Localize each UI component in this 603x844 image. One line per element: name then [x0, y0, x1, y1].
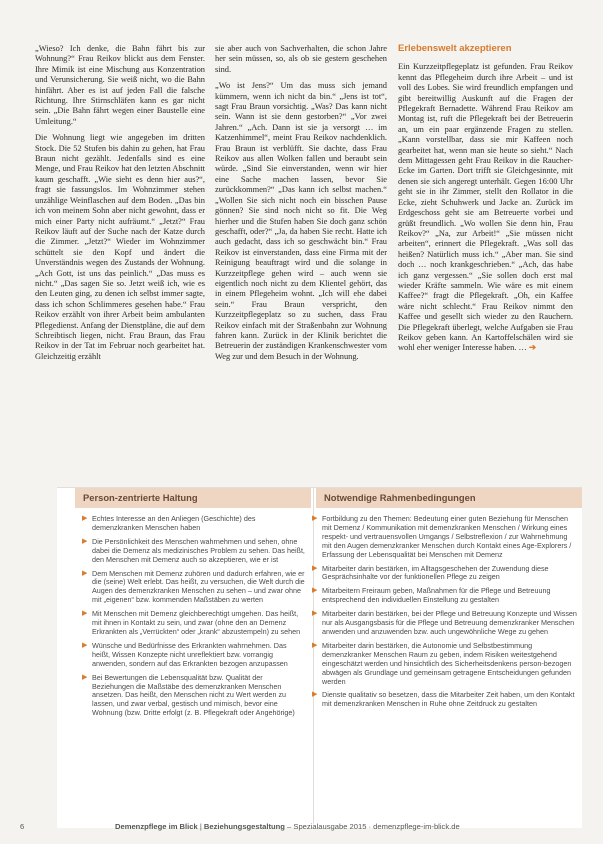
list-item-text: Dienste qualitativ so besetzen, dass die Mitarbeiter Zeit haben, um den Kontakt mit demenzkranken Menschen in Ruhe ohne Zeitdruck zu gestalten: [322, 690, 575, 709]
paragraph: [398, 62, 573, 353]
bullet-arrow-icon: ▶: [82, 610, 88, 618]
list-item: [82, 570, 305, 606]
paragraph-text: Ein Kurzzeitpflegeplatz ist gefunden. Frau Reikov kennt das Pflegeheim durch ihre Arbeit – und ist voll des Lobes. Sie wird freundlich empfangen und gibt bereitwillig Auskunft auf die Fragen der Pflegekraft Bernadette. Während Frau Reikov am Montag ist, ruft die Pflegekraft bei der Betreuerin an, um ein paar ergänzende Fragen zu stellen. „Kann vorstellbar, dass sie mir Kaffeen noch gearbeitet hat, wenn man sie heute so sieht.“ Nach dem Mittagessen geht Frau Reikov in die Raucher-Ecke im Garten. Dort trifft sie Gleichgesinnte, mit denen sie sich angeregt unterhält. Gegen 16:00 Uhr geht sie in ihr Zimmer, stellt den Rollator in die Ecke, zieht Schuhwerk und Jacke an. Zurück im Erdgeschoss geht sie am Betreuerte vorbei und grüßt freundlich. „Wo wollen Sie denn hin, Frau Reikov?“ „Na, zur Arbeit!“ „Sie müssen nicht arbeiten“, erinnert die Pflegekraft. „Was soll das heißen? Natürlich muss ich.“ „Aber man. Sie sind doch … noch krankgeschrieben.“ „Ach, das habe ich ganz vergessen.“ „Sie sollen doch erst mal wieder Kräfte sammeln. Wie wäre es mit einem Kaffee?“ fragt die Pflegekraft. „Oh, ein Kaffee wäre nicht schlecht.“ Frau Reikov nimmt den Kaffee und gesellt sich wieder zu den Rauchern. Die Pflegekraft überlegt, welche Aufgaben sie Frau Reikov geben kann. An Kartoffelschälen wird sie wohl eher weniger Interesse haben. …: [398, 62, 573, 353]
bullet-arrow-icon: ▶: [312, 515, 318, 522]
list-item: [312, 691, 577, 709]
list-item: [82, 538, 305, 565]
list-item: [82, 515, 305, 533]
bullet-arrow-icon: ▶: [312, 610, 318, 618]
list-item-text: Mitarbeitern Freiraum geben, Maßnahmen für die Pflege und Betreuung entsprechend den individuellen Einstellung zu gestalten: [322, 586, 551, 605]
text-column-1: [35, 44, 205, 368]
paragraph: „Wo ist Jens?“ Um das muss sich jemand kümmern, wenn ich nicht da bin.“ „Jens ist tot“, sagt Frau Braun vorsichtig. „Was? Das kann nicht sein. Wann ist sie denn gestorben?“ „Vor zwei Jahren.“ „Ach. Dann ist sie ja versorgt … im Katzenhimmel“, meint Frau Reikov nachdenklich. Frau Braun ist verblüfft. Sie dachte, dass Frau Reikov aus allen Wolken fallen und beraubt sein würde. „Sind Sie einverstanden, wenn wir hier eine Sache machen lassen, bevor Sie zurückkommen?“ „Das kann ich selbst machen.“ „Wollen Sie sich nicht noch ein bisschen Pause gönnen? Sie sind noch nicht so fit. Die Weg hierher und die Stufen haben Sie doch ganz schön geschafft, oder?“ „Ja, da haben Sie recht. Hatte ich auch gedacht, dass ich so geschwächt bin.“ Frau Reikov ist einverstanden, dass eine Firma mit der Reinigung beauftragt wird und die solange in Kurzzeitpflege gehen wird – auch wenn sie eigentlich noch nicht zu dem Klientel gehört, das in einem Pflegeheim wohnt. „Ich will ehe dabei sein.“ Frau Braun verspricht, den Kurzzeitpflegeplatz so zu suchen, dass Frau Reikov einfach mit der Straßenbahn zur Wohnung fahren kann. Zurück in der Klinik berichtet die Betreuerin der zuständigen Krankenschwester vom Weg zur und dem Besuch in der Wohnung.: [215, 81, 387, 361]
box-column-right: [312, 515, 577, 714]
list-item-text: Mitarbeiter darin bestärken, bei der Pflege und Betreuung Konzepte und Wissen nur als Ausgangsbasis für die Pflege und Betreuung demenzkranker Menschen anwenden und anzuwenden bzw. auch ungewöhnliche Wege zu gehen: [322, 609, 577, 636]
bullet-arrow-icon: ▶: [312, 691, 318, 699]
bullet-arrow-icon: ▶: [82, 537, 88, 545]
bullet-arrow-icon: ▶: [312, 641, 318, 649]
box-heading-right: Notwendige Rahmenbedingungen: [316, 488, 582, 508]
list-item-text: Echtes Interesse an den Anliegen (Geschichte) des demenzkranken Menschen haben: [92, 514, 256, 532]
bullet-arrow-icon: ▶: [312, 564, 318, 572]
page-number: 6: [20, 822, 25, 831]
list-item-text: Fortbildung zu den Themen: Bedeutung einer guten Beziehung für Menschen mit Demenz / Kommunikation mit demenzkranken Menschen / Wirkung eines respekt- und vertrauensvollen Umgangs / Selbstreflexion / zur Wahrnehmung mit den Augen demenzkranker Menschen durch Kontakt eines Age-Explorers / Erfassung der Lebensqualität bei Menschen mit Demenz: [322, 514, 572, 559]
info-box: [57, 487, 582, 828]
bullet-arrow-icon: ▶: [82, 641, 88, 649]
list-item: [312, 610, 577, 637]
list-item: [312, 515, 577, 560]
list-item-text: Dem Menschen mit Demenz zuhören und dadurch erfahren, wie er die (seine) Welt erlebt. Das heißt, zu versuchen, die Welt durch die Augen des demenzkranken Menschen zu sehen – und zwar ohne mit „eigenen“ bzw. kommenden Maßstäben zu werten: [92, 568, 305, 605]
box-column-left: [82, 515, 305, 723]
bullet-list: [312, 515, 577, 709]
list-item-text: Bei Bewertungen die Lebensqualität bzw. Qualität der Beziehungen die Maßstäbe des demenzkranken Menschen ansetzen. Das heißt, den Menschen nicht zu Wert werden zu lassen, und zwar verbal, gestisch und mimisch, bevor eine Wohnung (bzw. Dritte erfolgt (z. B. Pflegekraft oder Angehörige): [92, 672, 295, 718]
list-item: [312, 587, 577, 605]
list-item: [312, 565, 577, 583]
footer-separator: |: [197, 822, 204, 831]
section-heading: Erlebenswelt akzeptieren: [398, 43, 512, 54]
paragraph: sie aber auch von Sachverhalten, die schon Jahre her sein müssen, so, als ob sie gestern geschehen sind.: [215, 44, 387, 74]
list-item: [82, 674, 305, 719]
footer-text: [115, 822, 460, 831]
paragraph: Die Wohnung liegt wie angegeben im dritten Stock. Die 52 Stufen bis dahin zu gehen, hat Frau Braun nicht gezählt. Jedenfalls sind es eine Menge, und Frau Reikov hat den letzten Abschnitt kaum geschafft. „Wie sieht es denn hier aus?“, fragt sie fassungslos. Im Wohnzimmer stehen unzählige Weinflaschen auf dem Boden. „Das bin ich von meinem Sohn aber nicht gewohnt, dass er mich einer Party nicht aufräumt.“ „Jetzt?“ Frau Reikov läuft auf der Suche nach der Katze durch die Zimmer. „Jetzt?“ Wieder im Wohnzimmer schüttelt sie den Kopf und ändert die Unverständnis wegen des Zustands der Wohnung. „Ach Gott, ist uns das peinlich.“ „Das muss es nicht.“ „Das sagen Sie so. Jetzt weiß ich, wie es den Leuten ging, zu denen ich selbst immer sagte, dass ich schon Schlimmeres gesehen habe.“ Frau Reikov erzählt von ihrer Arbeit beim ambulanten Pflegedienst. Anfang der Dienstpläne, die auf dem Schreibtisch liegen, nicht. Frau Braun, das Frau Reikov in der Tat im Februar noch gearbeitet hat. Gleichzeitig erzählt: [35, 133, 205, 361]
magazine-name: Demenzpflege im Blick: [115, 822, 198, 831]
list-item: [312, 642, 577, 687]
list-item-text: Die Persönlichkeit des Menschen wahrnehmen und sehen, ohne dabei die Demenz als medizinisches Problem zu sehen. Das heißt, den Menschen mit Demenz auch so akzeptieren, wie er ist: [92, 536, 305, 564]
text-column-3: [398, 44, 573, 360]
list-item-text: Mitarbeiter darin bestärken, im Alltagsgeschehen der Zuwendung diese Gesprächsinhalte vor der funktionellen Pflege zu zeigen: [322, 563, 549, 582]
list-item-text: Mit Menschen mit Demenz gleichberechtigt umgehen. Das heißt, mit ihnen in Kontakt zu sein, und zwar (ohne den an Demenz Erkrankten als „Verrückten“ oder „krank“ abzustempeln) zu sehen: [92, 609, 301, 636]
bullet-arrow-icon: ▶: [82, 569, 88, 577]
text-column-2: [215, 44, 387, 368]
list-item: [82, 610, 305, 637]
bullet-arrow-icon: ▶: [312, 587, 318, 595]
bullet-arrow-icon: ▶: [82, 515, 88, 522]
section-name: Beziehungsgestaltung: [203, 822, 285, 831]
footer-issue: – Spezialausgabe 2015 · demenzpflege-im-blick.de: [284, 822, 460, 831]
list-item-text: Wünsche und Bedürfnisse des Erkrankten wahrnehmen. Das heißt, Wissen Konzepte nicht unreflektiert bzw. vorrangig anwenden, sondern auf das Erkrankten bezogen anzupassen: [92, 640, 288, 668]
paragraph: „Wieso? Ich denke, die Bahn fährt bis zur Wohnung?“ Frau Reikov blickt aus dem Fenster. Ihre Mimik ist eine Mischung aus Konzentration und Verunsicherung. Sie weiß nicht, wo die Bahn hinfährt. Aber es ist auf jeden Fall die falsche Richtung. Ihre Stirnschläfen kann es gar nicht sein. „Die Bahn fährt wegen einer Baustelle eine Umleitung.“: [35, 44, 205, 126]
box-heading-left: Person-zentrierte Haltung: [75, 488, 311, 508]
list-item: [82, 642, 305, 669]
continue-arrow-icon: ➔: [528, 343, 536, 353]
bullet-list: [82, 515, 305, 718]
bullet-arrow-icon: ▶: [82, 673, 88, 681]
list-item-text: Mitarbeiter darin bestärken, die Autonomie und Selbstbestimmung demenzkranker Menschen Raum zu geben, indem Risiken weitestgehend eingeschätzt werden und hinsichtlich des Sicherheitsdenkens person-bezogen abwägen als Grundlage und gemeinsam getragene Entscheidungen gefunden werden: [322, 640, 572, 686]
